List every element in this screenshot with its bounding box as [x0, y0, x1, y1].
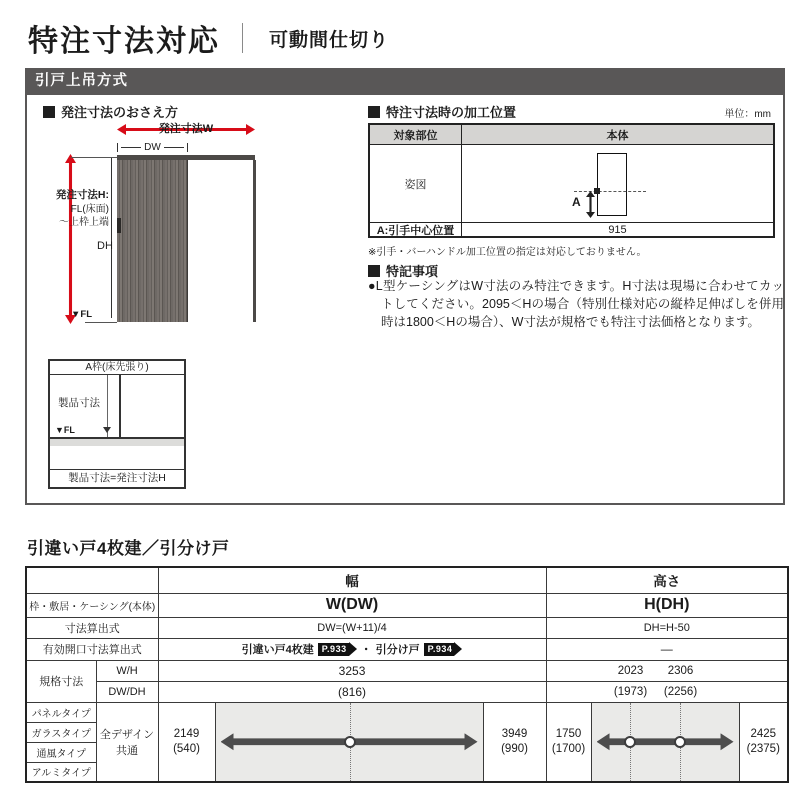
page-title: 特注寸法対応 [28, 25, 220, 58]
dim-tick [187, 143, 188, 152]
width-min-cell [158, 702, 215, 782]
dwdh-height-value-2: (2256) [663, 685, 698, 698]
dim-h-arrow-icon [65, 154, 76, 324]
frame-wood-texture [123, 375, 184, 437]
special-note-text: ●L型ケーシングはW寸法のみ特注できます。H寸法は現場に合わせてカットしてください。2095＜Hの場合（特別仕様対応の縦枠足伸ばしを併用時は1800＜Hの場合）、W寸法が規格でも特注寸法価格となります。 [368, 279, 784, 330]
frame-row [26, 593, 788, 617]
a-frame-body [50, 375, 184, 437]
opening-row [26, 638, 788, 660]
opening-separator: ・ [360, 644, 372, 656]
down-arrowhead-icon [103, 427, 111, 437]
frame-width-value: W(DW) [158, 593, 546, 617]
square-bullet-icon [368, 265, 380, 277]
arrow-right-icon [454, 642, 462, 656]
row-label-figure: 姿図 [370, 145, 462, 222]
width-min-sub: (540) [173, 742, 200, 755]
floor-band [50, 437, 184, 446]
special-notes-heading-label: 特記事項 [386, 264, 439, 279]
height-range-cell [591, 702, 739, 782]
page-header [28, 16, 389, 60]
square-bullet-icon [43, 106, 55, 118]
type-row-panel [26, 702, 788, 722]
opening-height-cell: ― [546, 638, 788, 660]
frame-row-label: 枠・敷居・ケーシング(本体) [26, 593, 158, 617]
frame-edge-line [119, 375, 121, 437]
wh-label: W/H [96, 660, 158, 681]
main-panel [25, 95, 785, 505]
dwdh-width-value: (816) [158, 681, 546, 702]
wh-height-values [546, 660, 788, 681]
dim-a-arrow-icon [586, 191, 595, 218]
ordering-dimensions-heading-label: 発注寸法のおさえ方 [61, 105, 179, 120]
processing-position-heading [368, 102, 516, 121]
door-handle [117, 218, 121, 233]
spec-table [25, 566, 789, 783]
standard-label: 規格寸法 [26, 660, 96, 702]
calc-height-formula: DH=H-50 [546, 617, 788, 638]
floor-level-label-2: ▼FL [55, 425, 75, 435]
a-frame-caption: 製品寸法=発注寸法H [50, 469, 184, 487]
width-header-cell: 幅 [158, 567, 546, 593]
calc-width-formula: DW=(W+11)/4 [158, 617, 546, 638]
dim-h-label: 発注寸法H: [55, 189, 109, 201]
standard-width-knob-icon [344, 736, 356, 748]
arrow-right-icon [349, 642, 357, 656]
opening-door-type-2: 引分け戸 [375, 644, 420, 656]
common-line-1: 全デザイン [99, 728, 155, 741]
product-dim-label: 製品寸法 [58, 397, 100, 409]
col-header-body: 本体 [462, 125, 773, 145]
height-min-value: 1750 [555, 728, 582, 741]
title-separator [242, 23, 243, 53]
dwdh-label: DW/DH [96, 681, 158, 702]
page-ref-badge-934 [424, 642, 463, 656]
type-label-vent: 通風タイプ [26, 742, 96, 762]
page-ref-label: P.933 [318, 643, 349, 656]
dim-dh-line [111, 158, 112, 318]
height-max-sub: (2375) [746, 742, 780, 755]
type-label-panel: パネルタイプ [26, 702, 96, 722]
section-band: 引戸上吊方式 [25, 68, 785, 95]
spec-section-title: 引違い戸4枚建／引分け戸 [27, 539, 230, 558]
frame-height-value: H(DH) [546, 593, 788, 617]
wh-width-value: 3253 [158, 660, 546, 681]
a-frame-diagram [48, 359, 186, 489]
common-line-2: 共通 [116, 744, 138, 757]
handle-center-dashed-line [574, 191, 646, 192]
col-header-part: 対象部位 [370, 125, 462, 145]
ordering-dimensions-heading [43, 102, 178, 121]
height-max-value: 2425 [750, 728, 777, 741]
processing-position-heading-label: 特注寸法時の加工位置 [386, 105, 517, 120]
range-header-cell: 特注寸法対応範囲(mm) [26, 567, 158, 593]
height-min-cell [546, 702, 591, 782]
height-min-sub: (1700) [551, 742, 586, 755]
type-label-alumi: アルミタイプ [26, 762, 96, 782]
width-min-value: 2149 [173, 728, 200, 741]
wh-height-value-2: 2306 [667, 664, 694, 677]
opening-row-label: 有効開口寸法算出式 [26, 638, 158, 660]
page-ref-badge-933 [318, 642, 357, 656]
page-subtitle: 可動間仕切り [269, 29, 390, 51]
dwdh-height-values [546, 681, 788, 702]
a-position-value: 915 [462, 222, 773, 236]
dwdh-height-value-1: (1973) [613, 685, 648, 698]
width-max-value: 3949 [501, 728, 528, 741]
dim-h-label-block [37, 189, 109, 229]
opening-width-cell [158, 638, 546, 660]
dim-a-label: A [572, 195, 581, 209]
all-design-common-cell [96, 702, 158, 782]
square-bullet-icon [368, 106, 380, 118]
dim-line [121, 147, 141, 148]
processing-position-table [368, 123, 775, 238]
standard-height-knob-icon-1 [624, 736, 636, 748]
dim-tick [117, 143, 118, 152]
handle-position-dot [594, 188, 600, 194]
dim-h-label-top: ～上枠上端 [59, 217, 109, 229]
wh-height-value-1: 2023 [617, 664, 644, 677]
dim-h-label-fl: FL(床面) [70, 203, 109, 215]
a-frame-title: A枠(床先張り) [50, 361, 184, 375]
standard-wh-row [26, 660, 788, 681]
opening-door-type-1: 引違い戸4枚建 [241, 644, 314, 656]
dim-tick-top [71, 157, 117, 158]
calc-row [26, 617, 788, 638]
calc-row-label: 寸法算出式 [26, 617, 158, 638]
width-range-cell [215, 702, 483, 782]
spec-header-row [26, 567, 788, 593]
door-sketch [597, 153, 627, 216]
width-max-cell [483, 702, 546, 782]
dim-dh-label: DH [97, 240, 113, 252]
dim-dw-label: DW [144, 142, 161, 153]
height-max-cell [739, 702, 788, 782]
floor-level-label: ▼FL [71, 309, 93, 320]
sliding-door-illustration [117, 160, 188, 322]
dim-dw [117, 141, 188, 154]
height-header-cell: 高さ [546, 567, 788, 593]
figure-cell [462, 145, 773, 222]
spacer [50, 446, 184, 469]
standard-dwdh-row [26, 681, 788, 702]
standard-height-knob-icon-2 [674, 736, 686, 748]
proc-table-footnote: ※引手・バーハンドル加工位置の指定は対応しておりません。 [368, 247, 647, 258]
door-frame-edge [253, 160, 256, 322]
height-range-arrow-icon [597, 733, 734, 750]
dim-w-label: 発注寸法W [158, 123, 214, 135]
type-label-glass: ガラスタイプ [26, 722, 96, 742]
page-ref-label: P.934 [424, 643, 455, 656]
dim-line [164, 147, 184, 148]
unit-label: 単位：mm [724, 109, 771, 120]
width-max-sub: (990) [501, 742, 528, 755]
dim-tick-bottom [85, 322, 117, 323]
row-label-a-position: A:引手中心位置 [370, 222, 462, 236]
